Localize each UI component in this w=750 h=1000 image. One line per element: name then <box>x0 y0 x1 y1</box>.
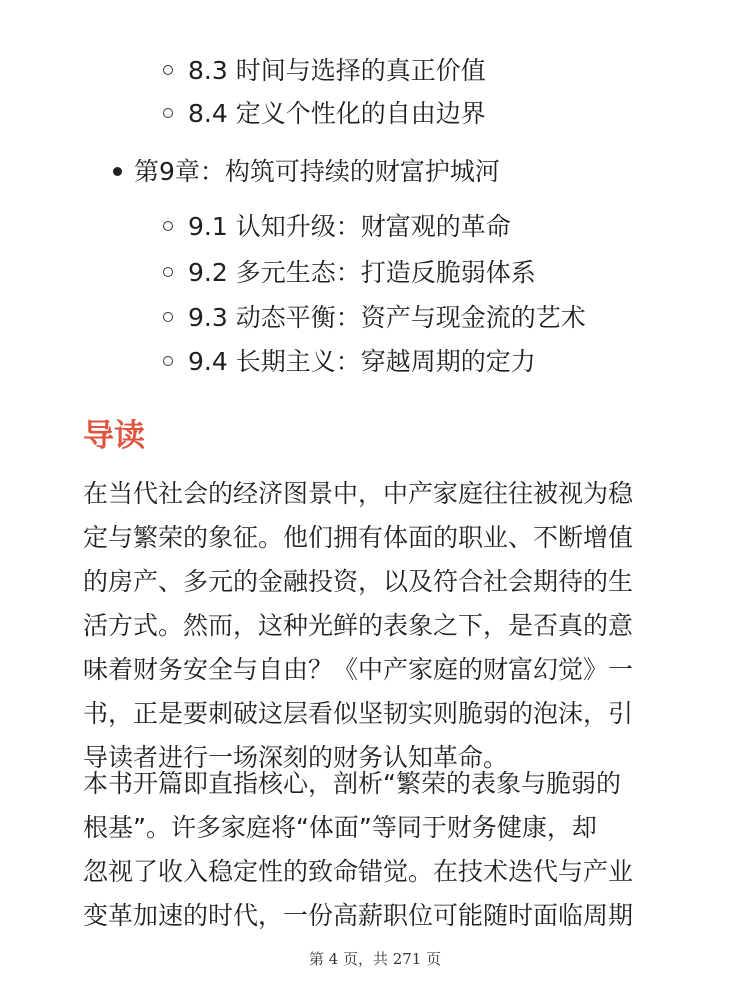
toc-subitem-label: 9.4 长期主义：穿越周期的定力 <box>188 347 536 376</box>
filled-bullet-icon <box>113 167 122 176</box>
hollow-bullet-icon <box>163 312 173 322</box>
section-heading: 导读 <box>83 418 145 454</box>
hollow-bullet-icon <box>163 267 173 277</box>
hollow-bullet-icon <box>163 108 173 118</box>
paragraph-body <box>83 762 668 938</box>
paragraph-line: 变革加速的时代，一份高薪职位可能随时面临周期 <box>83 901 634 930</box>
toc-subitem-label: 9.3 动态平衡：资产与现金流的艺术 <box>188 303 586 332</box>
hollow-bullet-icon <box>163 356 173 366</box>
toc-subitem-label: 9.2 多元生态：打造反脆弱体系 <box>188 258 536 287</box>
page-number: 第 4 页，共 271 页 <box>308 950 442 968</box>
paragraph-line: 活方式。然而，这种光鲜的表象之下，是否真的意 <box>83 611 634 640</box>
paragraph-line: 本书开篇即直指核心，剖析“繁荣的表象与脆弱的 <box>83 769 621 798</box>
toc-subitem-label: 8.4 定义个性化的自由边界 <box>188 99 486 128</box>
paragraph-line: 导读者进行一场深刻的财务认知革命。 <box>83 743 509 772</box>
hollow-bullet-icon <box>163 65 173 75</box>
paragraph-line: 的房产、多元的金融投资，以及符合社会期待的生 <box>83 567 634 596</box>
paragraph-line: 味着财务安全与自由？《中产家庭的财富幻觉》一 <box>83 655 634 684</box>
paragraph-line: 书，正是要刺破这层看似坚韧实则脆弱的泡沫，引 <box>83 699 634 728</box>
toc-subitem-label: 9.1 认知升级：财富观的革命 <box>188 212 511 241</box>
paragraph-line: 根基”。许多家庭将“体面”等同于财务健康，却 <box>83 813 597 842</box>
paragraph-line: 在当代社会的经济图景中，中产家庭往往被视为稳 <box>83 479 634 508</box>
toc-chapter-label: 第9章：构筑可持续的财富护城河 <box>134 157 500 186</box>
hollow-bullet-icon <box>163 221 173 231</box>
paragraph-line: 忽视了收入稳定性的致命错觉。在技术迭代与产业 <box>83 857 634 886</box>
paragraph-intro <box>83 472 668 780</box>
paragraph-line: 定与繁荣的象征。他们拥有体面的职业、不断增值 <box>83 523 634 552</box>
toc-subitem-label: 8.3 时间与选择的真正价值 <box>188 56 486 85</box>
